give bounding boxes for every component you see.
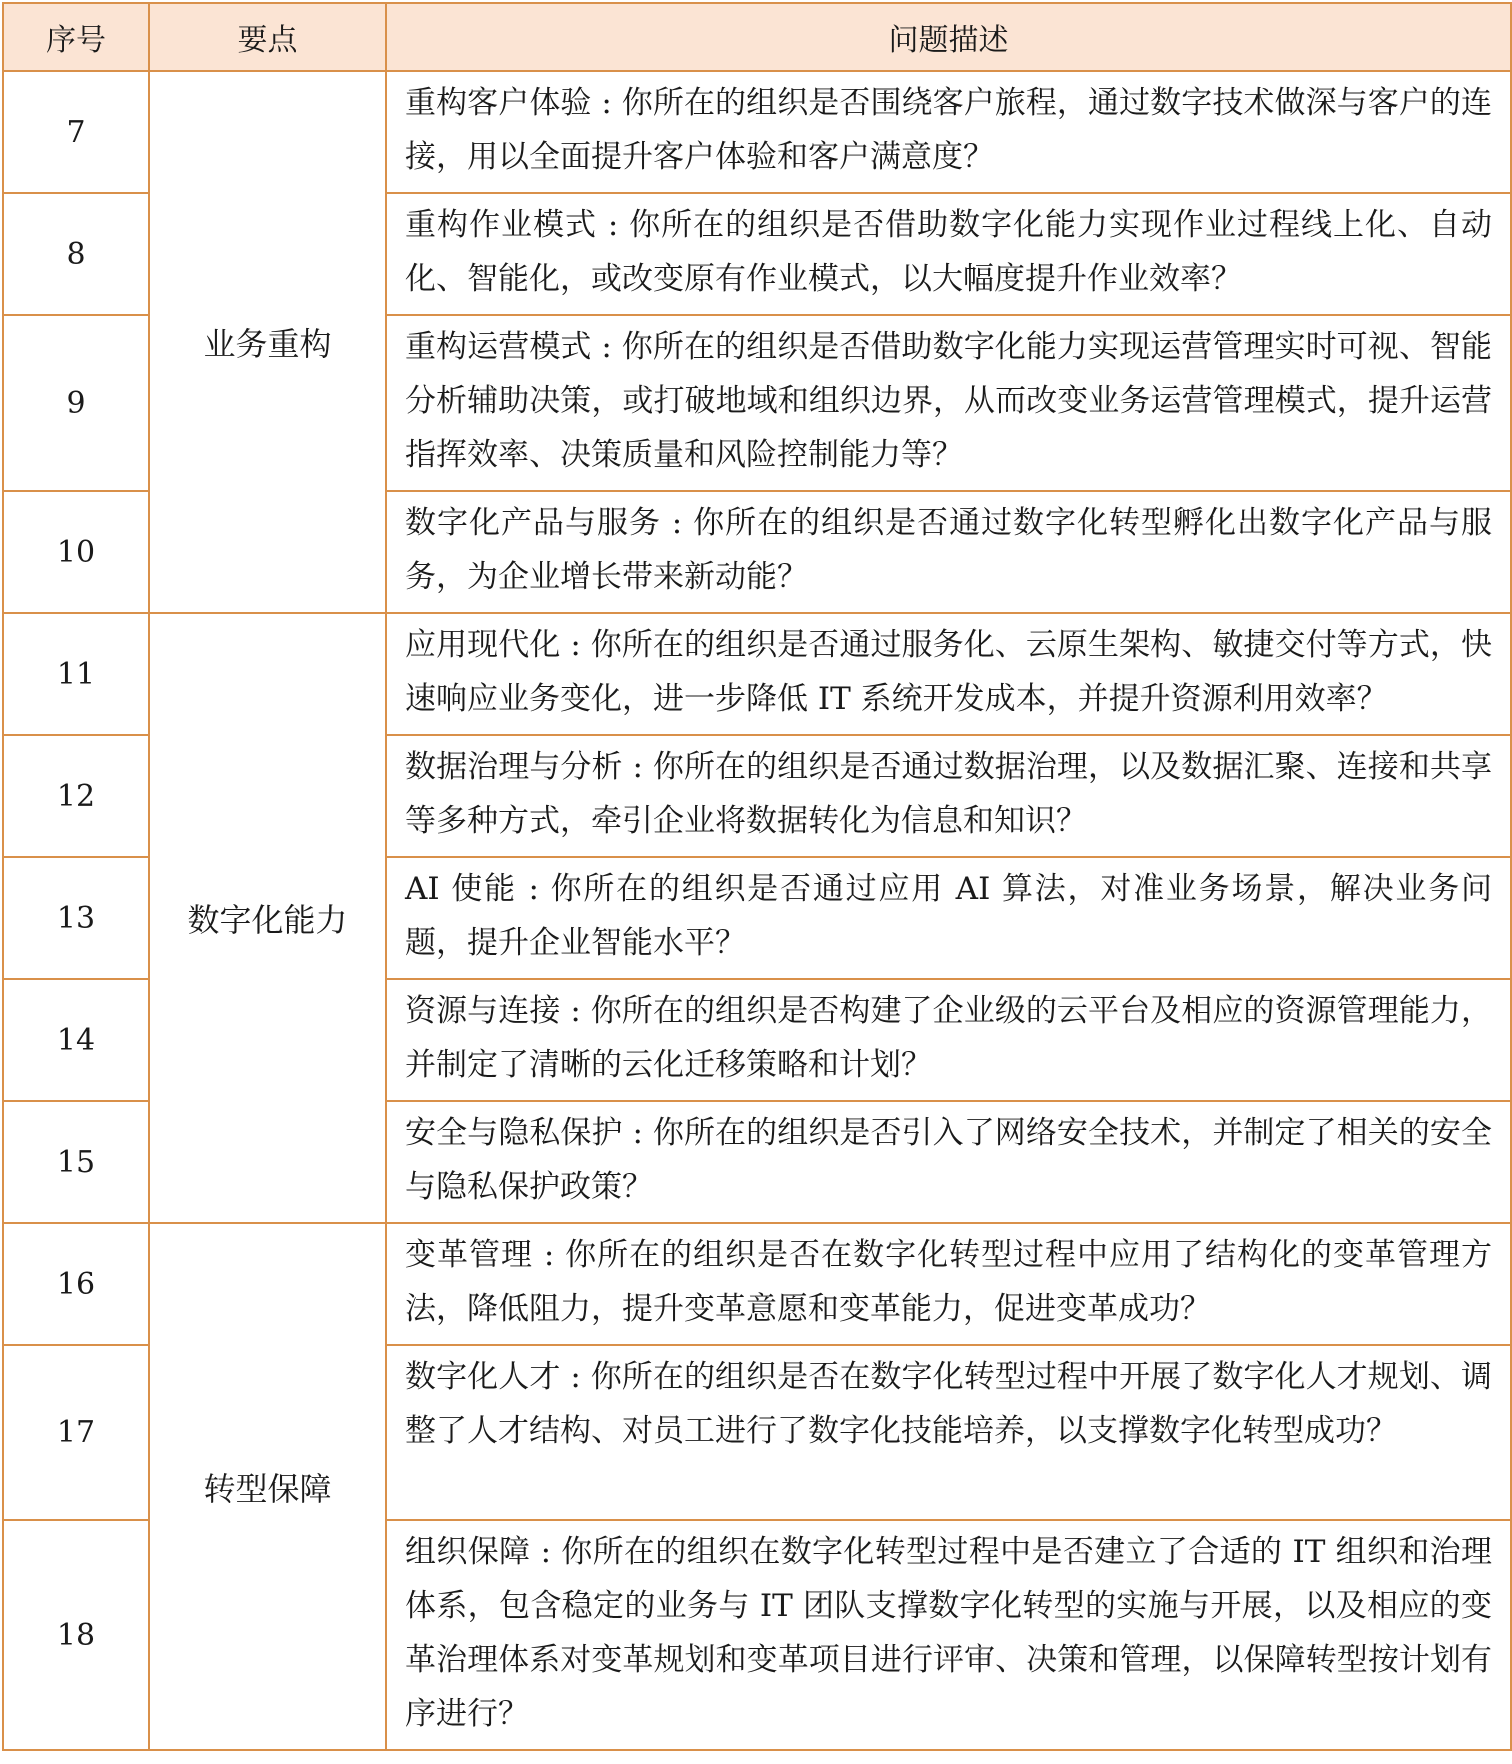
question-table [2,2,1512,1751]
row-description: 重构运营模式 : 你所在的组织是否借助数字化能力实现运营管理实时可视、智能分析辅助决策，或打破地域和组织边界，从而改变业务运营管理模式，提升运营指挥效率、决策质量和风险控制能力等？ [386,315,1511,491]
row-description: 变革管理 : 你所在的组织是否在数字化转型过程中应用了结构化的变革管理方法，降低阻力，提升变革意愿和变革能力，促进变革成功？ [386,1223,1511,1345]
header-key-point: 要点 [149,3,386,71]
table-row [3,613,1511,735]
group-label: 业务重构 [149,71,386,613]
row-description: 数字化产品与服务 : 你所在的组织是否通过数字化转型孵化出数字化产品与服务，为企业增长带来新动能？ [386,491,1511,613]
header-row [3,3,1511,71]
row-description: 应用现代化 : 你所在的组织是否通过服务化、云原生架构、敏捷交付等方式，快速响应业务变化，进一步降低 IT 系统开发成本，并提升资源利用效率？ [386,613,1511,735]
row-index: 15 [3,1101,149,1223]
row-description: 组织保障 : 你所在的组织在数字化转型过程中是否建立了合适的 IT 组织和治理体系，包含稳定的业务与 IT 团队支撑数字化转型的实施与开展，以及相应的变革治理体系对变革规划和变革项目进行评审、决策和管理，以保障转型按计划有序进行？ [386,1520,1511,1750]
row-index: 12 [3,735,149,857]
row-description: 重构客户体验 : 你所在的组织是否围绕客户旅程，通过数字技术做深与客户的连接，用以全面提升客户体验和客户满意度？ [386,71,1511,193]
row-index: 11 [3,613,149,735]
row-description: 数据治理与分析 : 你所在的组织是否通过数据治理，以及数据汇聚、连接和共享等多种方式，牵引企业将数据转化为信息和知识？ [386,735,1511,857]
header-description: 问题描述 [386,3,1511,71]
row-description: 重构作业模式 : 你所在的组织是否借助数字化能力实现作业过程线上化、自动化、智能化，或改变原有作业模式，以大幅度提升作业效率？ [386,193,1511,315]
row-index: 8 [3,193,149,315]
row-index: 14 [3,979,149,1101]
row-description: AI 使能 : 你所在的组织是否通过应用 AI 算法，对准业务场景，解决业务问题，提升企业智能水平？ [386,857,1511,979]
table-row [3,1223,1511,1345]
row-index: 7 [3,71,149,193]
row-index: 17 [3,1345,149,1520]
row-index: 16 [3,1223,149,1345]
row-description: 安全与隐私保护 : 你所在的组织是否引入了网络安全技术，并制定了相关的安全与隐私保护政策？ [386,1101,1511,1223]
group-label: 转型保障 [149,1223,386,1750]
table-row [3,71,1511,193]
row-index: 10 [3,491,149,613]
row-description: 数字化人才 : 你所在的组织是否在数字化转型过程中开展了数字化人才规划、调整了人才结构、对员工进行了数字化技能培养，以支撑数字化转型成功？ [386,1345,1511,1520]
row-index: 13 [3,857,149,979]
row-index: 9 [3,315,149,491]
row-description: 资源与连接 : 你所在的组织是否构建了企业级的云平台及相应的资源管理能力，并制定了清晰的云化迁移策略和计划？ [386,979,1511,1101]
row-index: 18 [3,1520,149,1750]
group-label: 数字化能力 [149,613,386,1223]
header-index: 序号 [3,3,149,71]
